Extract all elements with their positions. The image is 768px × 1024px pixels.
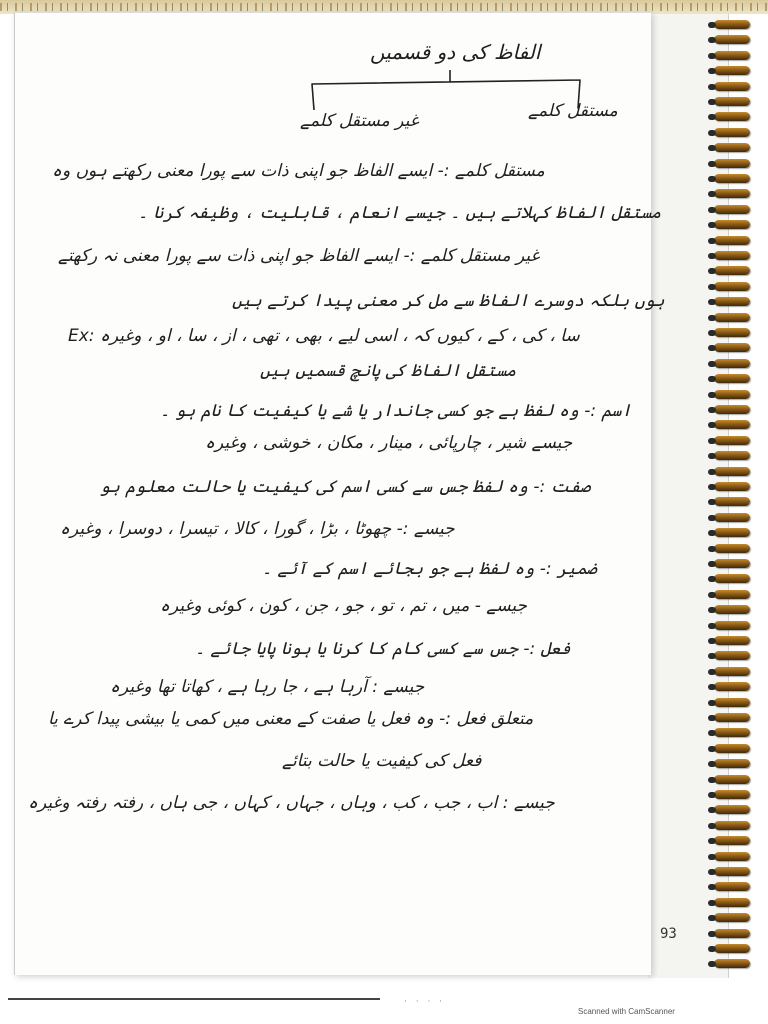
page-number: 93 xyxy=(660,926,677,942)
spiral-ring xyxy=(714,621,750,630)
spiral-ring xyxy=(714,436,750,445)
spiral-ring xyxy=(714,959,750,968)
spiral-ring xyxy=(714,713,750,722)
spiral-ring xyxy=(714,513,750,522)
spiral-ring xyxy=(714,898,750,907)
spiral-ring xyxy=(714,66,750,75)
spiral-ring xyxy=(714,220,750,229)
spiral-ring xyxy=(714,405,750,414)
spiral-ring xyxy=(714,128,750,137)
spiral-ring xyxy=(714,528,750,537)
page-title: الفاظ کی دو قسمیں xyxy=(370,40,541,64)
spiral-ring xyxy=(714,590,750,599)
spiral-ring xyxy=(714,867,750,876)
spiral-ring xyxy=(714,51,750,60)
text-line: Ex: سا ، کی ، کے ، کیوں کہ ، اسی لیے ، بھی ، تھی ، از ، سا ، او ، وغیرہ xyxy=(68,326,580,346)
spiral-ring xyxy=(714,266,750,275)
text-line: صفت :- وہ لفظ جس سے کسی اسم کی کیفیت یا حالت معلوم ہو xyxy=(100,477,591,497)
footer-rule xyxy=(8,998,380,1000)
spiral-ring xyxy=(714,328,750,337)
spiral-ring xyxy=(714,759,750,768)
spiral-ring xyxy=(714,297,750,306)
footer-marks: · · · · xyxy=(404,997,446,1007)
text-line: متعلق فعل :- وہ فعل یا صفت کے معنی میں کمی یا بیشی پیدا کرے یا xyxy=(48,709,534,729)
spiral-ring xyxy=(714,698,750,707)
spiral-ring xyxy=(714,467,750,476)
spiral-ring xyxy=(714,651,750,660)
text-line: فعل کی کیفیت یا حالت بتائے xyxy=(282,751,482,771)
spiral-ring xyxy=(714,143,750,152)
spiral-ring xyxy=(714,913,750,922)
spiral-ring xyxy=(714,929,750,938)
spiral-ring xyxy=(714,451,750,460)
spiral-ring xyxy=(714,359,750,368)
scanner-watermark: Scanned with CamScanner xyxy=(578,1007,675,1016)
branch-right-label: مستقل کلمے xyxy=(528,101,618,121)
spiral-ring xyxy=(714,97,750,106)
text-line: اسم :- وہ لفظ ہے جو کسی جاندار یا شے یا کیفیت کا نام ہو ۔ xyxy=(160,401,632,421)
spiral-ring xyxy=(714,35,750,44)
spiral-ring xyxy=(714,682,750,691)
text-line: جیسے : اب ، جب ، کب ، وہاں ، جہاں ، کہاں ، جی ہاں ، رفتہ رفتہ وغیرہ xyxy=(28,793,555,813)
spiral-ring xyxy=(714,482,750,491)
spiral-ring xyxy=(714,805,750,814)
text-line: مستقل الفاظ کی پانچ قسمیں ہیں xyxy=(260,361,517,381)
spiral-ring xyxy=(714,744,750,753)
spiral-ring xyxy=(714,574,750,583)
spiral-ring xyxy=(714,112,750,121)
text-line: جیسے :- چھوٹا ، بڑا ، گورا ، کالا ، تیسرا ، دوسرا ، وغیرہ xyxy=(60,519,455,539)
text-line: جیسے : آرہا ہے ، جا رہا ہے ، کھاتا تھا وغیرہ xyxy=(110,677,425,697)
spiral-ring xyxy=(714,159,750,168)
spiral-binding xyxy=(714,14,768,976)
spiral-ring xyxy=(714,821,750,830)
spiral-ring xyxy=(714,497,750,506)
text-line: جیسے شیر ، چارپائی ، مینار ، مکان ، خوشی ، وغیرہ xyxy=(205,433,573,453)
text-line: فعل :- جس سے کسی کام کا کرنا یا ہونا پایا جائے ۔ xyxy=(195,639,571,659)
spiral-ring xyxy=(714,544,750,553)
spiral-ring xyxy=(714,390,750,399)
text-line: مستقل الفاظ کہلاتے ہیں ۔ جیسے انعام ، قابلیت ، وظیفہ کرنا ۔ xyxy=(138,203,662,223)
text-line: غیر مستقل کلمے :- ایسے الفاظ جو اپنی ذات سے پورا معنی نہ رکھتے xyxy=(58,246,540,266)
spiral-ring xyxy=(714,605,750,614)
spiral-ring xyxy=(714,882,750,891)
spiral-ring xyxy=(714,282,750,291)
spiral-ring xyxy=(714,836,750,845)
spiral-ring xyxy=(714,20,750,29)
spiral-ring xyxy=(714,944,750,953)
spiral-ring xyxy=(714,174,750,183)
spiral-ring xyxy=(714,313,750,322)
spiral-ring xyxy=(714,852,750,861)
spiral-ring xyxy=(714,205,750,214)
text-line: ہوں بلکہ دوسرے الفاظ سے مل کر معنی پیدا کرتے ہیں xyxy=(232,291,665,311)
spiral-ring xyxy=(714,420,750,429)
spiral-ring xyxy=(714,251,750,260)
spiral-ring xyxy=(714,667,750,676)
text-line: مستقل کلمے :- ایسے الفاظ جو اپنی ذات سے پورا معنی رکھتے ہوں وہ xyxy=(52,161,545,181)
spiral-ring xyxy=(714,189,750,198)
spiral-ring xyxy=(714,728,750,737)
spiral-ring xyxy=(714,790,750,799)
text-line: ضمیر :- وہ لفظ ہے جو بجائے اسم کے آئے ۔ xyxy=(262,559,597,579)
spiral-ring xyxy=(714,236,750,245)
branch-left-label: غیر مستقل کلمے xyxy=(300,111,419,131)
text-line: جیسے - میں ، تم ، تو ، جو ، جن ، کون ، کوئی وغیرہ xyxy=(160,596,528,616)
spiral-ring xyxy=(714,636,750,645)
spiral-ring xyxy=(714,559,750,568)
spiral-ring xyxy=(714,775,750,784)
spiral-ring xyxy=(714,374,750,383)
spiral-ring xyxy=(714,343,750,352)
spiral-ring xyxy=(714,82,750,91)
